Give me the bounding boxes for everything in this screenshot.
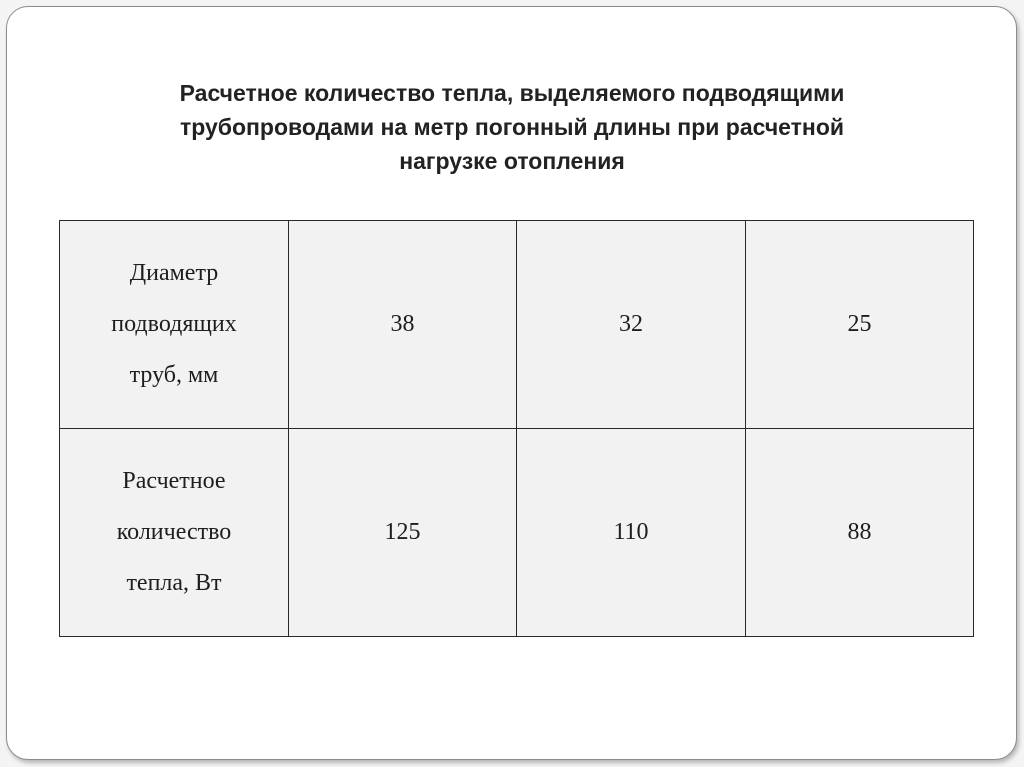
row-label-line: труб, мм [129,362,219,388]
table-cell: 25 [746,221,974,429]
table-row-diameter [60,221,974,429]
data-table [59,220,974,637]
row-label-line: Расчетное [122,468,226,494]
slide-title-line-2: трубопроводами на метр погонный длины при расчетной [179,114,845,140]
row-label-line: Диаметр [129,260,219,286]
table-cell: 38 [289,221,517,429]
table-cell: 88 [746,429,974,637]
table-cell: 110 [517,429,746,637]
slide-title [0,76,1024,178]
table-cell: 125 [289,429,517,637]
table-row-heat [60,429,974,637]
row-label-line: тепла, Вт [126,570,222,596]
row-label-line: подводящих [111,311,237,337]
slide-title-line-3: нагрузке отопления [399,148,625,174]
slide-title-line-1: Расчетное количество тепла, выделяемого подводящими [179,80,845,106]
row-label-diameter [60,221,289,429]
table-cell: 32 [517,221,746,429]
row-label-line: количество [116,519,232,545]
row-label-heat [60,429,289,637]
